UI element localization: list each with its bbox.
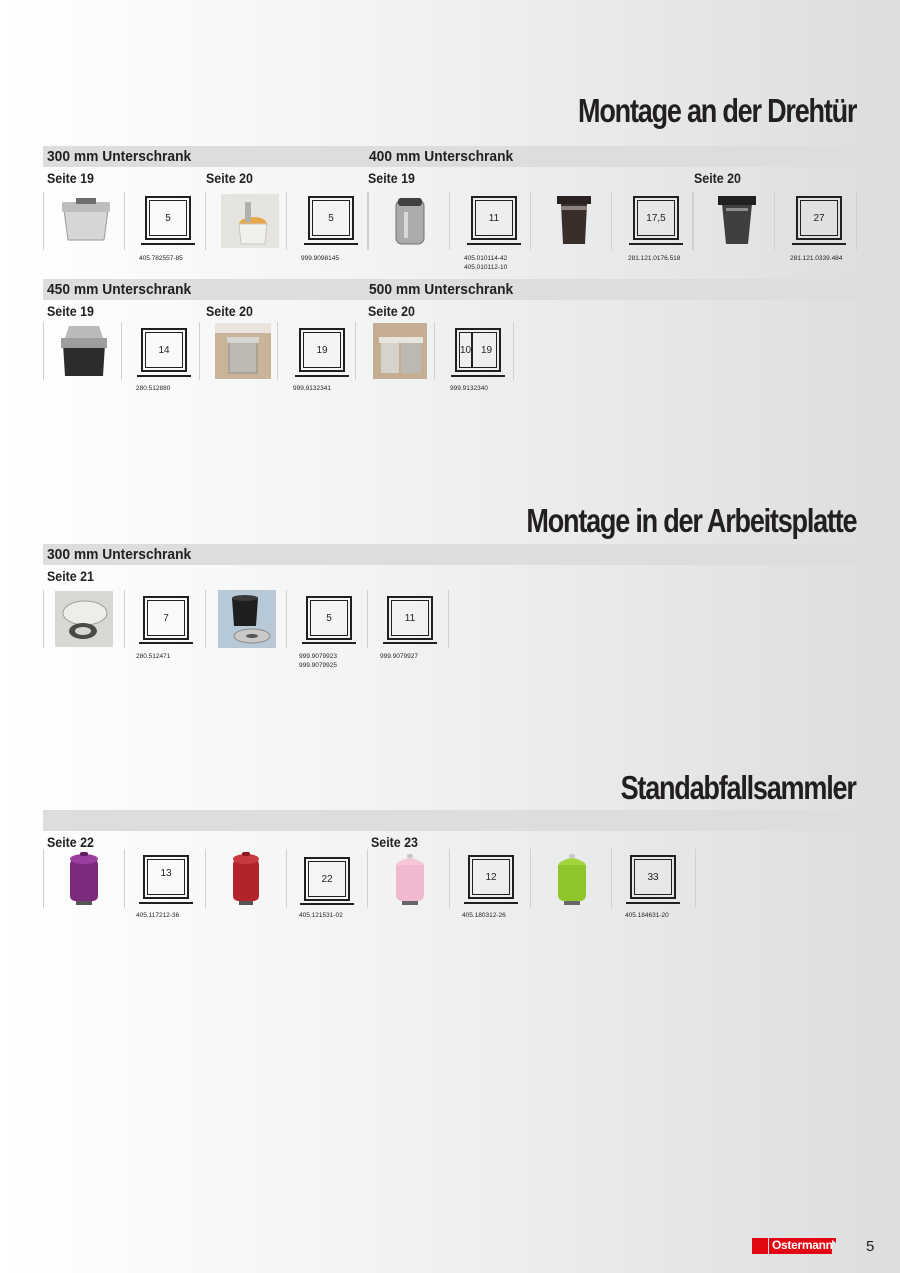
article-number: 280.512471	[136, 653, 171, 660]
trash-bin-icon[interactable]	[215, 323, 271, 379]
trash-bin-icon[interactable]	[221, 194, 279, 248]
article-number: 999.9132341	[293, 385, 331, 392]
seite-label[interactable]: Seite 20	[206, 304, 253, 319]
article-number: 405.180312-26	[462, 912, 506, 919]
trash-bin-icon[interactable]	[55, 591, 113, 647]
article-number: 999.9079923	[299, 653, 337, 660]
volume-box-icon: 33	[630, 855, 676, 899]
article-number: 999.9079927	[380, 653, 418, 660]
article-number: 405.117212-36	[136, 912, 180, 919]
trash-bin-icon[interactable]	[553, 194, 595, 248]
seite-label[interactable]: Seite 19	[47, 304, 94, 319]
volume-box-base	[626, 902, 680, 904]
volume-box-base	[139, 902, 193, 904]
volume-box-icon: 5	[308, 196, 354, 240]
seite-label[interactable]: Seite 23	[371, 835, 418, 850]
volume-box-base	[139, 642, 193, 644]
seite-label[interactable]: Seite 19	[47, 171, 94, 186]
section-title-stand: Standabfallsammler	[620, 769, 856, 806]
volume-box-icon: 5	[306, 596, 352, 640]
volume-box-icon: 27	[796, 196, 842, 240]
volume-split	[471, 332, 473, 368]
article-number: 405.782557-85	[139, 255, 183, 262]
band-300: 300 mm Unterschrank	[43, 146, 365, 167]
seite-label[interactable]: Seite 21	[47, 569, 94, 584]
band-450: 450 mm Unterschrank	[43, 279, 365, 300]
trash-bin-icon[interactable]	[68, 851, 100, 907]
trash-bin-icon[interactable]	[556, 851, 588, 907]
volume-box-base	[383, 642, 437, 644]
trash-bin-icon[interactable]	[394, 851, 426, 907]
volume-box-icon: 11	[387, 596, 433, 640]
article-number: 999.9132340	[450, 385, 488, 392]
band-400: 400 mm Unterschrank	[365, 146, 857, 167]
volume-box-base	[300, 903, 354, 905]
article-number: 405.121531-02	[299, 912, 343, 919]
trash-bin-icon[interactable]	[373, 323, 427, 379]
seite-label[interactable]: Seite 22	[47, 835, 94, 850]
band-stand	[43, 810, 857, 831]
volume-box-base	[295, 375, 349, 377]
trash-bin-icon[interactable]	[218, 590, 276, 648]
seite-label[interactable]: Seite 20	[694, 171, 741, 186]
volume-box-icon: 22	[304, 857, 350, 901]
volume-box-icon: 10 19	[455, 328, 501, 372]
article-number: 280.512880	[136, 385, 171, 392]
trash-bin-icon[interactable]	[59, 324, 109, 378]
volume-box-base	[464, 902, 518, 904]
article-number: 999.9079925	[299, 662, 337, 669]
volume-box-base	[792, 243, 846, 245]
volume-box-icon: 17,5	[633, 196, 679, 240]
volume-box-icon: 12	[468, 855, 514, 899]
article-number: 999.9098145	[301, 255, 339, 262]
band-300-arbeitsplatte: 300 mm Unterschrank	[43, 544, 857, 565]
article-number: 405.010114-42	[464, 255, 508, 262]
trash-bin-icon[interactable]	[231, 851, 261, 907]
page-number: 5	[866, 1238, 875, 1255]
section-title-arbeitsplatte: Montage in der Arbeitsplatte	[526, 502, 856, 539]
section-title-drehtuer: Montage an der Drehtür	[577, 92, 856, 129]
band-500: 500 mm Unterschrank	[365, 279, 857, 300]
article-number: 281.121.0339.484	[790, 255, 843, 262]
article-number: 281.121.0176.518	[628, 255, 681, 262]
article-number: 405.184631-20	[625, 912, 669, 919]
trash-bin-icon[interactable]	[390, 194, 430, 248]
brand-name: Ostermann	[772, 1238, 833, 1252]
trash-bin-icon[interactable]	[58, 196, 114, 246]
seite-label[interactable]: Seite 20	[368, 304, 415, 319]
volume-box-icon: 14	[141, 328, 187, 372]
trash-bin-icon[interactable]	[716, 194, 758, 248]
volume-box-base	[629, 243, 683, 245]
article-number: 405.010112-10	[464, 264, 508, 271]
volume-box-icon: 11	[471, 196, 517, 240]
volume-box-base	[141, 243, 195, 245]
volume-box-icon: 13	[143, 855, 189, 899]
volume-box-base	[137, 375, 191, 377]
volume-box-base	[304, 243, 358, 245]
volume-box-base	[467, 243, 521, 245]
volume-box-base	[451, 375, 505, 377]
ostermann-logo[interactable]	[752, 1237, 836, 1255]
seite-label[interactable]: Seite 20	[206, 171, 253, 186]
volume-box-icon: 7	[143, 596, 189, 640]
seite-label[interactable]: Seite 19	[368, 171, 415, 186]
volume-box-icon: 5	[145, 196, 191, 240]
volume-box-base	[302, 642, 356, 644]
volume-box-icon: 19	[299, 328, 345, 372]
